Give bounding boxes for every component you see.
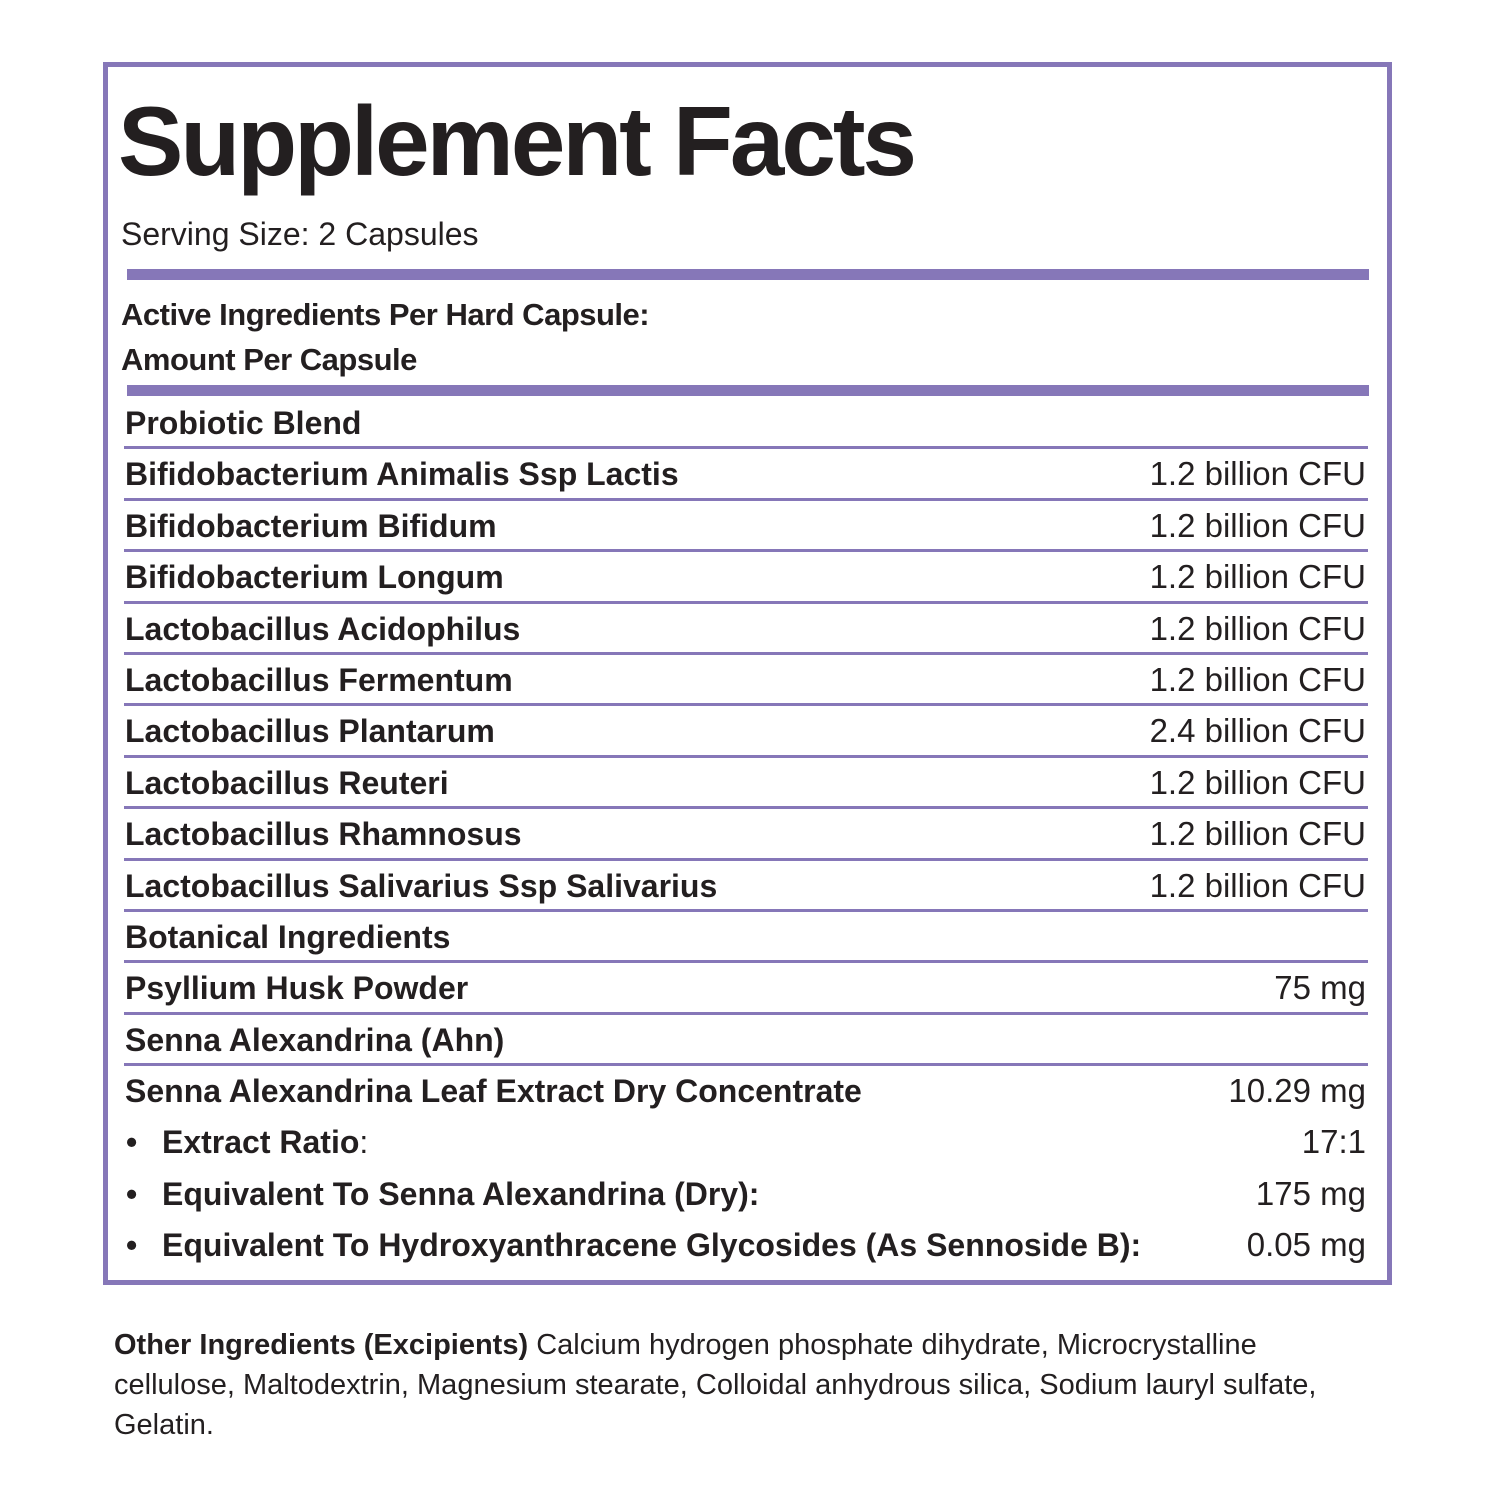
ingredient-name: Psyllium Husk Powder xyxy=(125,970,469,1007)
ingredient-name: Senna Alexandrina (Ahn) xyxy=(125,1021,505,1058)
ingredients-table xyxy=(124,398,1368,1272)
ingredient-name: Bifidobacterium Longum xyxy=(125,559,504,596)
ingredient-amount: 1.2 billion CFU xyxy=(1149,815,1366,853)
ingredient-name: Lactobacillus Acidophilus xyxy=(125,610,521,647)
other-ingredients xyxy=(114,1325,1374,1445)
bullet-icon: • xyxy=(126,1227,138,1264)
table-row xyxy=(124,1117,1368,1168)
bullet-icon: • xyxy=(126,1124,138,1161)
table-row xyxy=(124,861,1368,912)
ingredient-name: Bifidobacterium Bifidum xyxy=(125,507,497,544)
ingredient-amount: 75 mg xyxy=(1274,969,1366,1007)
header-amount-per-capsule: Amount Per Capsule xyxy=(121,342,417,377)
ingredient-sub-name: Extract Ratio: xyxy=(162,1124,369,1161)
table-row xyxy=(124,963,1368,1014)
ingredient-amount: 1.2 billion CFU xyxy=(1149,866,1366,904)
bullet-icon: • xyxy=(126,1175,138,1212)
table-row xyxy=(124,1015,1368,1066)
table-row xyxy=(124,449,1368,500)
ingredient-amount: 175 mg xyxy=(1255,1174,1366,1212)
ingredient-name: Lactobacillus Plantarum xyxy=(125,713,495,750)
ingredient-sub-name: Equivalent To Senna Alexandrina (Dry): xyxy=(162,1175,760,1212)
table-row xyxy=(124,758,1368,809)
table-row xyxy=(124,1220,1368,1271)
other-ingredients-heading: Other Ingredients (Excipients) xyxy=(114,1329,529,1361)
ingredient-amount: 1.2 billion CFU xyxy=(1149,609,1366,647)
divider-bar-header xyxy=(127,385,1369,396)
ingredient-amount: 1.2 billion CFU xyxy=(1149,763,1366,801)
ingredient-name: Bifidobacterium Animalis Ssp Lactis xyxy=(125,456,679,493)
ingredient-amount: 0.05 mg xyxy=(1246,1226,1366,1264)
other-ingredients-text: Calcium hydrogen phosphate dihydrate, Microcrystalline cellulose, Maltodextrin, Magnesium stearate, Colloidal anhydrous silica, Sodium lauryl sulfate, Gelatin. xyxy=(114,1329,1317,1441)
ingredient-amount: 2.4 billion CFU xyxy=(1149,712,1366,750)
ingredient-sub-name: Equivalent To Hydroxyanthracene Glycosides (As Sennoside B): xyxy=(162,1227,1142,1264)
table-row xyxy=(124,809,1368,860)
ingredient-name: Lactobacillus Fermentum xyxy=(125,661,513,698)
ingredient-amount: 1.2 billion CFU xyxy=(1149,506,1366,544)
ingredient-name: Lactobacillus Salivarius Ssp Salivarius xyxy=(125,867,718,904)
ingredient-amount: 17:1 xyxy=(1301,1123,1366,1161)
ingredient-amount: 1.2 billion CFU xyxy=(1149,660,1366,698)
ingredient-amount: 1.2 billion CFU xyxy=(1149,455,1366,493)
table-row xyxy=(124,1169,1368,1220)
header-active-ingredients: Active Ingredients Per Hard Capsule: xyxy=(121,297,650,332)
supplement-facts-title: Supplement Facts xyxy=(118,86,915,196)
ingredient-name: Lactobacillus Rhamnosus xyxy=(125,816,522,853)
serving-size: Serving Size: 2 Capsules xyxy=(121,216,479,252)
table-row xyxy=(124,501,1368,552)
ingredient-amount: 10.29 mg xyxy=(1228,1072,1366,1110)
table-row xyxy=(124,1066,1368,1117)
table-row xyxy=(124,552,1368,603)
table-row xyxy=(124,398,1368,449)
table-row xyxy=(124,912,1368,963)
table-row xyxy=(124,706,1368,757)
section-label-probiotic-blend: Probiotic Blend xyxy=(125,405,362,441)
section-label-botanical-ingredients: Botanical Ingredients xyxy=(125,918,451,955)
ingredient-amount: 1.2 billion CFU xyxy=(1149,558,1366,596)
divider-bar-top xyxy=(127,269,1369,280)
table-row xyxy=(124,655,1368,706)
ingredient-name: Lactobacillus Reuteri xyxy=(125,764,449,801)
ingredient-name: Senna Alexandrina Leaf Extract Dry Concentrate xyxy=(125,1073,862,1110)
table-row xyxy=(124,604,1368,655)
